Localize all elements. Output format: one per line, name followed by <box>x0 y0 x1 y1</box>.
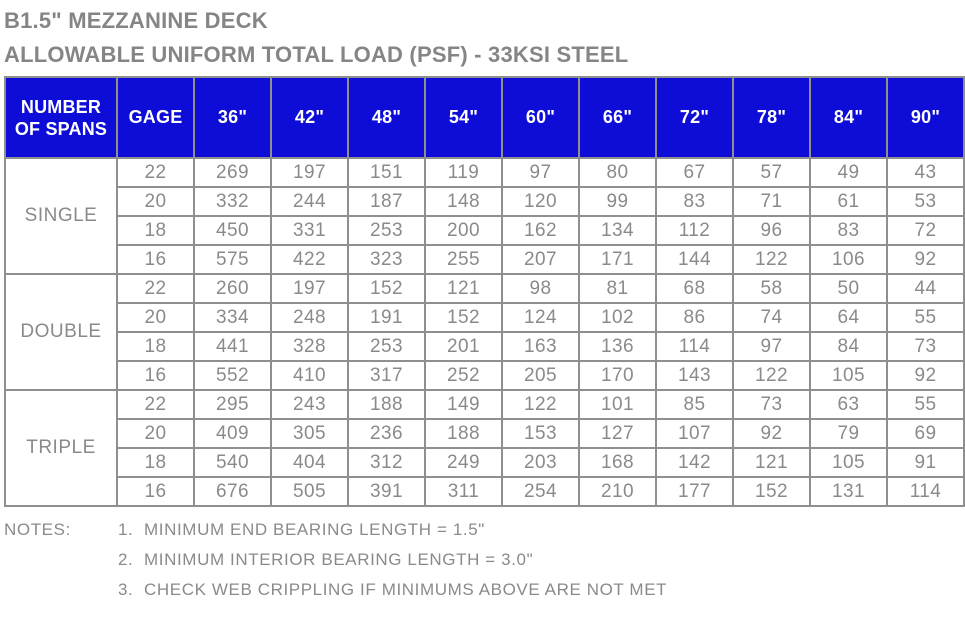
load-value-cell: 328 <box>271 332 348 361</box>
load-value-cell: 188 <box>425 419 502 448</box>
load-value-cell: 312 <box>348 448 425 477</box>
load-value-cell: 114 <box>656 332 733 361</box>
load-value-cell: 61 <box>810 187 887 216</box>
load-value-cell: 136 <box>579 332 656 361</box>
gage-cell: 22 <box>117 274 194 303</box>
load-value-cell: 127 <box>579 419 656 448</box>
load-value-cell: 205 <box>502 361 579 390</box>
gage-cell: 20 <box>117 187 194 216</box>
load-value-cell: 171 <box>579 245 656 274</box>
table-body <box>5 158 964 506</box>
table-row <box>5 303 964 332</box>
notes-label: NOTES: <box>4 520 71 539</box>
load-value-cell: 114 <box>887 477 964 506</box>
table-row <box>5 332 964 361</box>
gage-cell: 16 <box>117 477 194 506</box>
table-row <box>5 477 964 506</box>
load-value-cell: 44 <box>887 274 964 303</box>
load-value-cell: 252 <box>425 361 502 390</box>
load-value-cell: 105 <box>810 361 887 390</box>
load-value-cell: 81 <box>579 274 656 303</box>
load-value-cell: 83 <box>656 187 733 216</box>
load-value-cell: 57 <box>733 158 810 187</box>
load-value-cell: 69 <box>887 419 964 448</box>
load-value-cell: 505 <box>271 477 348 506</box>
load-value-cell: 575 <box>194 245 271 274</box>
load-value-cell: 248 <box>271 303 348 332</box>
load-value-cell: 73 <box>733 390 810 419</box>
page-title-line1: B1.5" MEZZANINE DECK <box>4 8 268 33</box>
table-row <box>5 390 964 419</box>
load-value-cell: 98 <box>502 274 579 303</box>
load-value-cell: 177 <box>656 477 733 506</box>
load-value-cell: 53 <box>887 187 964 216</box>
gage-cell: 20 <box>117 419 194 448</box>
load-value-cell: 112 <box>656 216 733 245</box>
load-value-cell: 552 <box>194 361 271 390</box>
load-value-cell: 68 <box>656 274 733 303</box>
load-value-cell: 187 <box>348 187 425 216</box>
load-value-cell: 391 <box>348 477 425 506</box>
notes-list <box>118 515 667 605</box>
load-value-cell: 79 <box>810 419 887 448</box>
gage-cell: 20 <box>117 303 194 332</box>
load-value-cell: 83 <box>810 216 887 245</box>
load-value-cell: 305 <box>271 419 348 448</box>
col-header-span-width: 48" <box>348 77 425 158</box>
load-value-cell: 323 <box>348 245 425 274</box>
load-value-cell: 106 <box>810 245 887 274</box>
load-value-cell: 148 <box>425 187 502 216</box>
col-header-span-width: 84" <box>810 77 887 158</box>
load-value-cell: 121 <box>733 448 810 477</box>
col-header-gage: GAGE <box>117 77 194 158</box>
col-header-span-width: 66" <box>579 77 656 158</box>
col-header-span-width: 36" <box>194 77 271 158</box>
gage-cell: 18 <box>117 332 194 361</box>
notes-section <box>4 515 963 605</box>
gage-cell: 22 <box>117 390 194 419</box>
load-value-cell: 422 <box>271 245 348 274</box>
note-item: 3. CHECK WEB CRIPPLING IF MINIMUMS ABOVE ARE NOT MET <box>118 580 668 599</box>
load-value-cell: 50 <box>810 274 887 303</box>
span-group-label: TRIPLE <box>5 390 117 506</box>
col-header-span-width: 90" <box>887 77 964 158</box>
load-value-cell: 410 <box>271 361 348 390</box>
load-value-cell: 86 <box>656 303 733 332</box>
gage-cell: 18 <box>117 216 194 245</box>
load-value-cell: 255 <box>425 245 502 274</box>
table-header-row <box>5 77 964 158</box>
load-value-cell: 55 <box>887 303 964 332</box>
table-row <box>5 158 964 187</box>
load-value-cell: 269 <box>194 158 271 187</box>
load-value-cell: 105 <box>810 448 887 477</box>
load-value-cell: 331 <box>271 216 348 245</box>
load-value-cell: 149 <box>425 390 502 419</box>
load-value-cell: 143 <box>656 361 733 390</box>
load-value-cell: 162 <box>502 216 579 245</box>
load-value-cell: 122 <box>502 390 579 419</box>
load-value-cell: 441 <box>194 332 271 361</box>
load-value-cell: 244 <box>271 187 348 216</box>
gage-cell: 18 <box>117 448 194 477</box>
note-item: 2. MINIMUM INTERIOR BEARING LENGTH = 3.0" <box>118 550 534 569</box>
load-value-cell: 58 <box>733 274 810 303</box>
load-value-cell: 153 <box>502 419 579 448</box>
load-value-cell: 80 <box>579 158 656 187</box>
load-value-cell: 152 <box>348 274 425 303</box>
load-value-cell: 540 <box>194 448 271 477</box>
load-value-cell: 249 <box>425 448 502 477</box>
load-value-cell: 170 <box>579 361 656 390</box>
load-value-cell: 236 <box>348 419 425 448</box>
col-header-number-of-spans <box>5 77 117 158</box>
gage-cell: 22 <box>117 158 194 187</box>
load-value-cell: 96 <box>733 216 810 245</box>
load-value-cell: 254 <box>502 477 579 506</box>
note-item: 1. MINIMUM END BEARING LENGTH = 1.5" <box>118 520 485 539</box>
load-value-cell: 253 <box>348 332 425 361</box>
load-value-cell: 243 <box>271 390 348 419</box>
col-header-span-width: 42" <box>271 77 348 158</box>
load-value-cell: 201 <box>425 332 502 361</box>
table-row <box>5 245 964 274</box>
load-value-cell: 168 <box>579 448 656 477</box>
load-value-cell: 203 <box>502 448 579 477</box>
load-value-cell: 97 <box>733 332 810 361</box>
load-value-cell: 676 <box>194 477 271 506</box>
load-value-cell: 84 <box>810 332 887 361</box>
load-value-cell: 85 <box>656 390 733 419</box>
load-value-cell: 163 <box>502 332 579 361</box>
load-value-cell: 295 <box>194 390 271 419</box>
load-value-cell: 107 <box>656 419 733 448</box>
load-value-cell: 73 <box>887 332 964 361</box>
page-title-line2: ALLOWABLE UNIFORM TOTAL LOAD (PSF) - 33KSI STEEL <box>4 42 629 67</box>
load-value-cell: 122 <box>733 245 810 274</box>
load-value-cell: 99 <box>579 187 656 216</box>
load-value-cell: 67 <box>656 158 733 187</box>
load-value-cell: 152 <box>733 477 810 506</box>
load-value-cell: 92 <box>733 419 810 448</box>
table-row <box>5 419 964 448</box>
load-value-cell: 92 <box>887 361 964 390</box>
col-header-span-width: 78" <box>733 77 810 158</box>
load-value-cell: 97 <box>502 158 579 187</box>
load-value-cell: 55 <box>887 390 964 419</box>
load-value-cell: 334 <box>194 303 271 332</box>
load-value-cell: 450 <box>194 216 271 245</box>
load-value-cell: 409 <box>194 419 271 448</box>
load-value-cell: 91 <box>887 448 964 477</box>
load-value-cell: 121 <box>425 274 502 303</box>
table-row <box>5 187 964 216</box>
table-row <box>5 274 964 303</box>
load-value-cell: 102 <box>579 303 656 332</box>
load-value-cell: 63 <box>810 390 887 419</box>
load-value-cell: 124 <box>502 303 579 332</box>
load-value-cell: 197 <box>271 158 348 187</box>
load-table <box>4 76 965 507</box>
load-value-cell: 332 <box>194 187 271 216</box>
load-value-cell: 71 <box>733 187 810 216</box>
load-value-cell: 142 <box>656 448 733 477</box>
load-value-cell: 119 <box>425 158 502 187</box>
span-group-label: DOUBLE <box>5 274 117 390</box>
table-row <box>5 448 964 477</box>
load-value-cell: 122 <box>733 361 810 390</box>
load-value-cell: 144 <box>656 245 733 274</box>
load-value-cell: 64 <box>810 303 887 332</box>
load-value-cell: 74 <box>733 303 810 332</box>
load-value-cell: 151 <box>348 158 425 187</box>
col-header-span-width: 54" <box>425 77 502 158</box>
load-value-cell: 101 <box>579 390 656 419</box>
load-value-cell: 253 <box>348 216 425 245</box>
load-value-cell: 131 <box>810 477 887 506</box>
gage-cell: 16 <box>117 361 194 390</box>
load-value-cell: 317 <box>348 361 425 390</box>
col-header-span-width: 72" <box>656 77 733 158</box>
load-value-cell: 92 <box>887 245 964 274</box>
load-value-cell: 311 <box>425 477 502 506</box>
load-value-cell: 404 <box>271 448 348 477</box>
load-value-cell: 197 <box>271 274 348 303</box>
load-value-cell: 49 <box>810 158 887 187</box>
load-value-cell: 191 <box>348 303 425 332</box>
load-value-cell: 200 <box>425 216 502 245</box>
load-value-cell: 188 <box>348 390 425 419</box>
col-header-number-of-spans-label: NUMBER OF SPANS <box>14 96 108 139</box>
table-row <box>5 361 964 390</box>
load-value-cell: 152 <box>425 303 502 332</box>
load-value-cell: 72 <box>887 216 964 245</box>
load-value-cell: 207 <box>502 245 579 274</box>
load-value-cell: 43 <box>887 158 964 187</box>
col-header-span-width: 60" <box>502 77 579 158</box>
load-value-cell: 120 <box>502 187 579 216</box>
table-row <box>5 216 964 245</box>
gage-cell: 16 <box>117 245 194 274</box>
load-value-cell: 134 <box>579 216 656 245</box>
load-value-cell: 210 <box>579 477 656 506</box>
span-group-label: SINGLE <box>5 158 117 274</box>
load-value-cell: 260 <box>194 274 271 303</box>
